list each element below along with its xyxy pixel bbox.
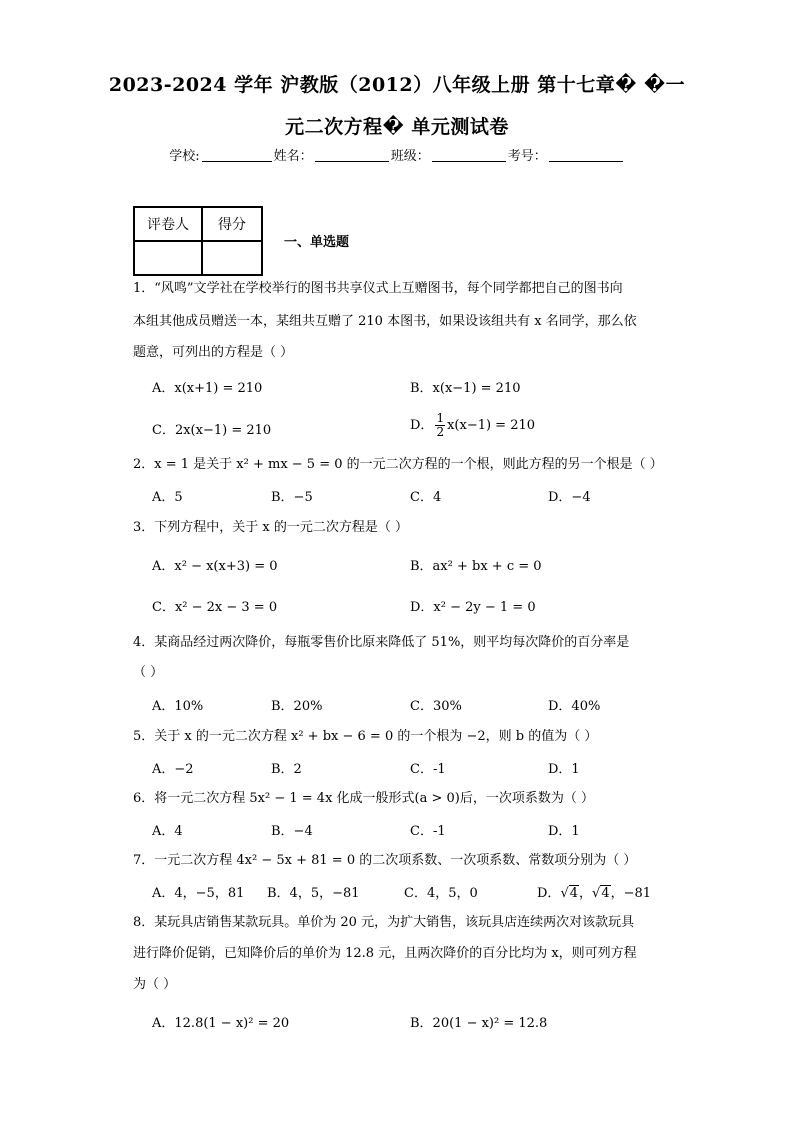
question-6-option-d[interactable]: D．1 xyxy=(548,824,580,839)
question-5-option-c[interactable]: C．-1 xyxy=(410,762,446,777)
title-line-2: 元二次方程� 单元测试卷 xyxy=(285,116,509,138)
question-1-option-d[interactable] xyxy=(410,412,535,439)
number-blank[interactable] xyxy=(549,147,623,162)
question-7-option-b[interactable]: B．4，5，−81 xyxy=(267,886,360,901)
score-table xyxy=(133,206,263,276)
question-2-option-b[interactable]: B．−5 xyxy=(271,490,313,505)
question-5-option-a[interactable]: A．−2 xyxy=(152,762,194,777)
question-7-option-c[interactable]: C．4，5，0 xyxy=(404,886,478,901)
question-3-option-a[interactable]: A．x² − x(x+3) = 0 xyxy=(152,559,278,574)
question-4-line-2: （ ） xyxy=(133,665,164,680)
option-d-expression: x(x−1) = 210 xyxy=(447,418,536,433)
question-2-option-d[interactable]: D．−4 xyxy=(548,490,591,505)
question-8-option-b[interactable]: B．20(1 − x)² = 12.8 xyxy=(410,1016,548,1031)
question-4-option-d[interactable]: D．40% xyxy=(548,699,601,714)
question-7-option-a[interactable]: A．4，−5，81 xyxy=(152,886,245,901)
grader-header: 评卷人 xyxy=(134,207,202,241)
question-4-option-c[interactable]: C．30% xyxy=(410,699,462,714)
question-8-line-3: 为（ ） xyxy=(133,977,177,992)
question-5-text: 5．关于 x 的一元二次方程 x² + bx − 6 = 0 的一个根为 −2，则 b 的值为（ ） xyxy=(133,729,598,744)
sqrt-radicand-2: 4 xyxy=(601,886,610,901)
name-label: 姓名： xyxy=(273,149,313,164)
option-d-tail: ，−81 xyxy=(610,886,652,901)
question-3-option-b[interactable]: B．ax² + bx + c = 0 xyxy=(410,559,542,574)
option-d-label: D． xyxy=(410,418,434,433)
question-2-text: 2．x = 1 是关于 x² + mx − 5 = 0 的一元二次方程的一个根，则此方程的另一个根是（ ） xyxy=(133,457,663,472)
question-8-line-1: 8．某玩具店销售某款玩具。单价为 20 元，为扩大销售，该玩具店连续两次对该款玩具 xyxy=(133,915,635,930)
class-label: 班级： xyxy=(390,149,430,164)
question-8-option-a[interactable]: A．12.8(1 − x)² = 20 xyxy=(152,1016,290,1031)
question-1-line-3: 题意，可列出的方程是（ ） xyxy=(133,345,294,360)
sqrt-radicand-1: 4 xyxy=(569,886,579,901)
student-info-row xyxy=(0,145,794,164)
question-8-line-2: 进行降价促销，已知降价后的单价为 12.8 元，且两次降价的百分比均为 x，则可列方程 xyxy=(133,946,637,961)
question-5-option-d[interactable]: D．1 xyxy=(548,762,580,777)
question-1-option-a[interactable]: A．x(x+1) = 210 xyxy=(152,381,263,396)
question-2-option-a[interactable]: A．5 xyxy=(152,490,183,505)
question-6-option-c[interactable]: C．-1 xyxy=(410,824,446,839)
section-title: 一、单选题 xyxy=(284,235,350,250)
name-blank[interactable] xyxy=(315,147,389,162)
title-line-1: 2023-2024 学年 沪教版（2012）八年级上册 第十七章� �一 xyxy=(108,74,686,96)
class-blank[interactable] xyxy=(432,147,506,162)
fraction-denominator: 2 xyxy=(436,425,445,439)
question-3-text: 3．下列方程中，关于 x 的一元二次方程是（ ） xyxy=(133,520,408,535)
question-6-option-b[interactable]: B．−4 xyxy=(271,824,313,839)
question-7-text: 7．一元二次方程 4x² − 5x + 81 = 0 的二次项系数、一次项系数、常数项分别为（ ） xyxy=(133,853,637,868)
option-d-label: D． xyxy=(537,886,561,901)
separator: ， xyxy=(579,886,593,901)
question-4-option-a[interactable]: A．10% xyxy=(152,699,204,714)
grader-cell[interactable] xyxy=(134,241,202,275)
school-blank[interactable] xyxy=(202,147,272,162)
question-3-option-d[interactable]: D．x² − 2y − 1 = 0 xyxy=(410,600,536,615)
question-4-line-1: 4．某商品经过两次降价，每瓶零售价比原来降低了 51%，则平均每次降价的百分率是 xyxy=(133,635,630,650)
school-label: 学校: xyxy=(169,149,200,164)
question-1-line-2: 本组其他成员赠送一本，某组共互赠了 210 本图书，如果设该组共有 x 名同学，那么依 xyxy=(133,314,637,329)
number-label: 考号： xyxy=(507,149,547,164)
question-2-option-c[interactable]: C．4 xyxy=(410,490,442,505)
question-4-option-b[interactable]: B．20% xyxy=(271,699,323,714)
question-1-option-c[interactable]: C．2x(x−1) = 210 xyxy=(152,423,272,438)
question-3-option-c[interactable]: C．x² − 2x − 3 = 0 xyxy=(152,600,278,615)
fraction-numerator: 1 xyxy=(436,411,445,425)
question-5-option-b[interactable]: B．2 xyxy=(271,762,302,777)
question-1-option-b[interactable]: B．x(x−1) = 210 xyxy=(410,381,521,396)
question-7-option-d[interactable]: D．√4，√4，−81 xyxy=(537,886,652,901)
question-6-option-a[interactable]: A．4 xyxy=(152,824,183,839)
fraction xyxy=(435,412,445,439)
question-1-line-1: 1．“风鸣”文学社在学校举行的图书共享仪式上互赠图书，每个同学都把自己的图书向 xyxy=(133,281,623,296)
question-6-text: 6．将一元二次方程 5x² − 1 = 4x 化成一般形式(a > 0)后，一次项系数为（ ） xyxy=(133,791,594,806)
score-cell[interactable] xyxy=(202,241,262,275)
score-header: 得分 xyxy=(202,207,262,241)
